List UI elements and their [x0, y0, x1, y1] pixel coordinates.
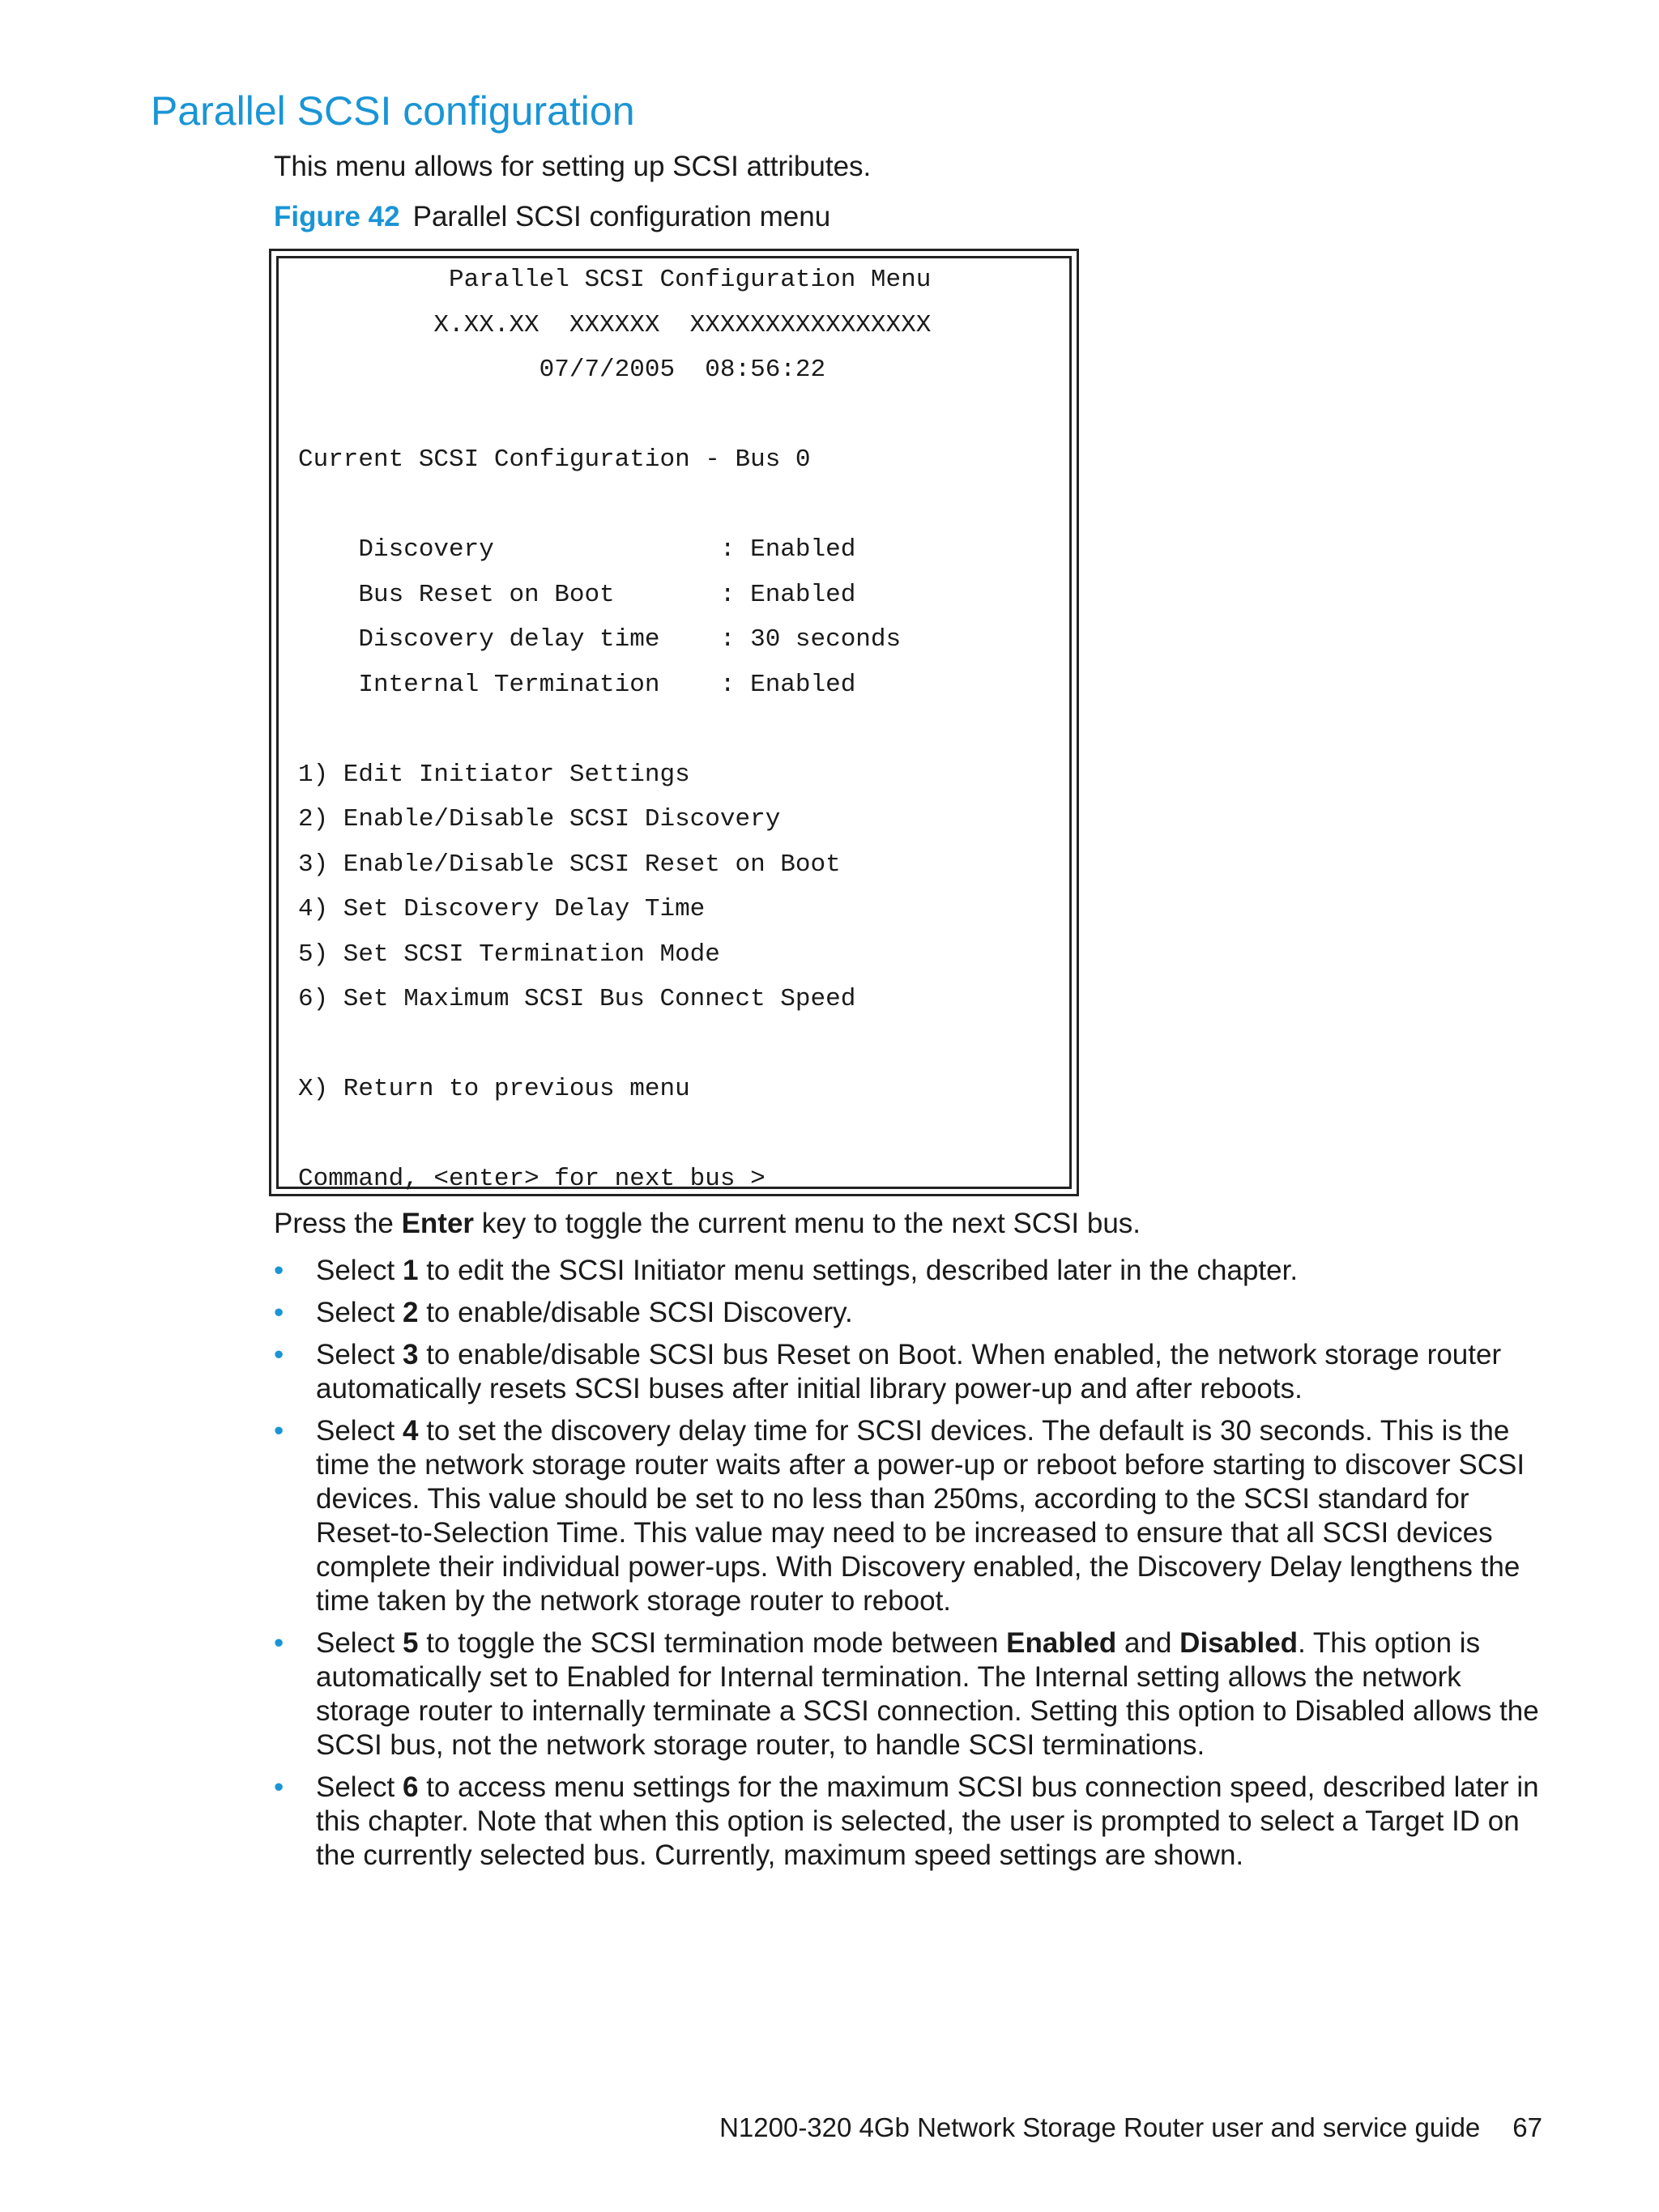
- terminal-line: 07/7/2005 08:56:22: [298, 356, 826, 384]
- press-enter-paragraph: [274, 1207, 1554, 1241]
- bullet-icon: •: [274, 1255, 284, 1286]
- bullet-icon: •: [274, 1415, 284, 1447]
- intro-paragraph: This menu allows for setting up SCSI attributes.: [274, 151, 872, 182]
- terminal-line: 6) Set Maximum SCSI Bus Connect Speed: [298, 985, 856, 1013]
- list-item: [274, 1414, 1554, 1618]
- bullet-icon: •: [274, 1627, 284, 1659]
- list-item: [274, 1254, 1554, 1288]
- terminal-line: 5) Set SCSI Termination Mode: [298, 940, 720, 969]
- option-number: 1: [403, 1255, 419, 1286]
- footer-title: N1200-320 4Gb Network Storage Router user and service guide: [719, 2112, 1481, 2142]
- terminal-screen: [276, 256, 1072, 1193]
- terminal-line: X) Return to previous menu: [298, 1075, 690, 1103]
- figure-caption-text: Parallel SCSI configuration menu: [412, 201, 831, 232]
- terminal-line: Command, <enter> for next bus >: [298, 1165, 766, 1193]
- bullet-text: to enable/disable SCSI bus Reset on Boot. When enabled, the network storage router automatically resets SCSI buses after initial library power-up and after reboots.: [316, 1339, 1502, 1404]
- option-number: 4: [403, 1415, 419, 1447]
- bullet-text: Select: [316, 1339, 403, 1370]
- list-item: [274, 1626, 1554, 1762]
- bullet-text: to enable/disable SCSI Discovery.: [418, 1297, 853, 1328]
- terminal-screen-frame: [269, 249, 1079, 1196]
- bullet-text: to toggle the SCSI termination mode between: [418, 1627, 1007, 1659]
- terminal-line: Parallel SCSI Configuration Menu: [298, 266, 932, 294]
- enabled-term: Enabled: [1006, 1627, 1117, 1659]
- bullet-icon: •: [274, 1297, 284, 1328]
- bullet-text: to edit the SCSI Initiator menu settings, described later in the chapter.: [418, 1255, 1299, 1286]
- press-enter-after: key to toggle the current menu to the next SCSI bus.: [474, 1208, 1141, 1239]
- option-bullet-list: [274, 1254, 1554, 1881]
- bullet-text: and: [1116, 1627, 1180, 1659]
- list-item: [274, 1296, 1554, 1330]
- bullet-icon: •: [274, 1339, 284, 1370]
- terminal-line: Internal Termination : Enabled: [298, 670, 856, 699]
- disabled-term: Disabled: [1179, 1627, 1299, 1659]
- enter-key-label: Enter: [401, 1208, 475, 1239]
- terminal-line: 2) Enable/Disable SCSI Discovery: [298, 805, 781, 833]
- bullet-text: Select: [316, 1415, 403, 1447]
- figure-label: Figure 42: [274, 201, 400, 232]
- option-number: 5: [403, 1627, 419, 1659]
- terminal-line: 4) Set Discovery Delay Time: [298, 895, 706, 923]
- figure-caption: [274, 201, 830, 233]
- terminal-line: 1) Edit Initiator Settings: [298, 760, 690, 789]
- terminal-line: 3) Enable/Disable SCSI Reset on Boot: [298, 850, 841, 879]
- terminal-line: Bus Reset on Boot : Enabled: [298, 580, 856, 609]
- page-title: Parallel SCSI configuration: [151, 88, 635, 134]
- terminal-line: Discovery : Enabled: [298, 535, 856, 564]
- terminal-line: X.XX.XX XXXXXX XXXXXXXXXXXXXXXX: [298, 310, 932, 339]
- press-enter-before: Press the: [274, 1208, 402, 1239]
- bullet-text: Select: [316, 1627, 403, 1659]
- page-footer: [719, 2112, 1542, 2143]
- option-number: 6: [403, 1771, 419, 1803]
- bullet-text: to set the discovery delay time for SCSI devices. The default is 30 seconds. This is the time the network storage router waits after a power-up or reboot before starting to discover SCSI devices. This value should be set to no less than 250ms, according to the SCSI standard for Reset-to-Selection Time. This value may need to be increased to ensure that all SCSI devices complete their individual power-ups. With Discovery enabled, the Discovery Delay lengthens the time taken by the network storage router to reboot.: [316, 1415, 1525, 1617]
- list-item: [274, 1338, 1554, 1406]
- page-number: 67: [1512, 2112, 1542, 2142]
- terminal-line: Current SCSI Configuration - Bus 0: [298, 445, 811, 474]
- terminal-line: Discovery delay time : 30 seconds: [298, 625, 902, 654]
- bullet-text: Select: [316, 1255, 403, 1286]
- option-number: 2: [403, 1297, 419, 1328]
- bullet-icon: •: [274, 1771, 284, 1803]
- bullet-text: Select: [316, 1297, 403, 1328]
- bullet-text: Select: [316, 1771, 403, 1803]
- bullet-text: to access menu settings for the maximum SCSI bus connection speed, described later in this chapter. Note that when this option is selected, the user is prompted to select a Target ID on the currently selected bus. Currently, maximum speed settings are shown.: [316, 1771, 1539, 1871]
- bullet-text: . This option is automatically set to Enabled for Internal termination. The Internal setting allows the network storage router to internally terminate a SCSI connection. Setting this option to Disabled allows the SCSI bus, not the network storage router, to handle SCSI terminations.: [316, 1627, 1539, 1761]
- list-item: [274, 1771, 1554, 1873]
- option-number: 3: [403, 1339, 419, 1370]
